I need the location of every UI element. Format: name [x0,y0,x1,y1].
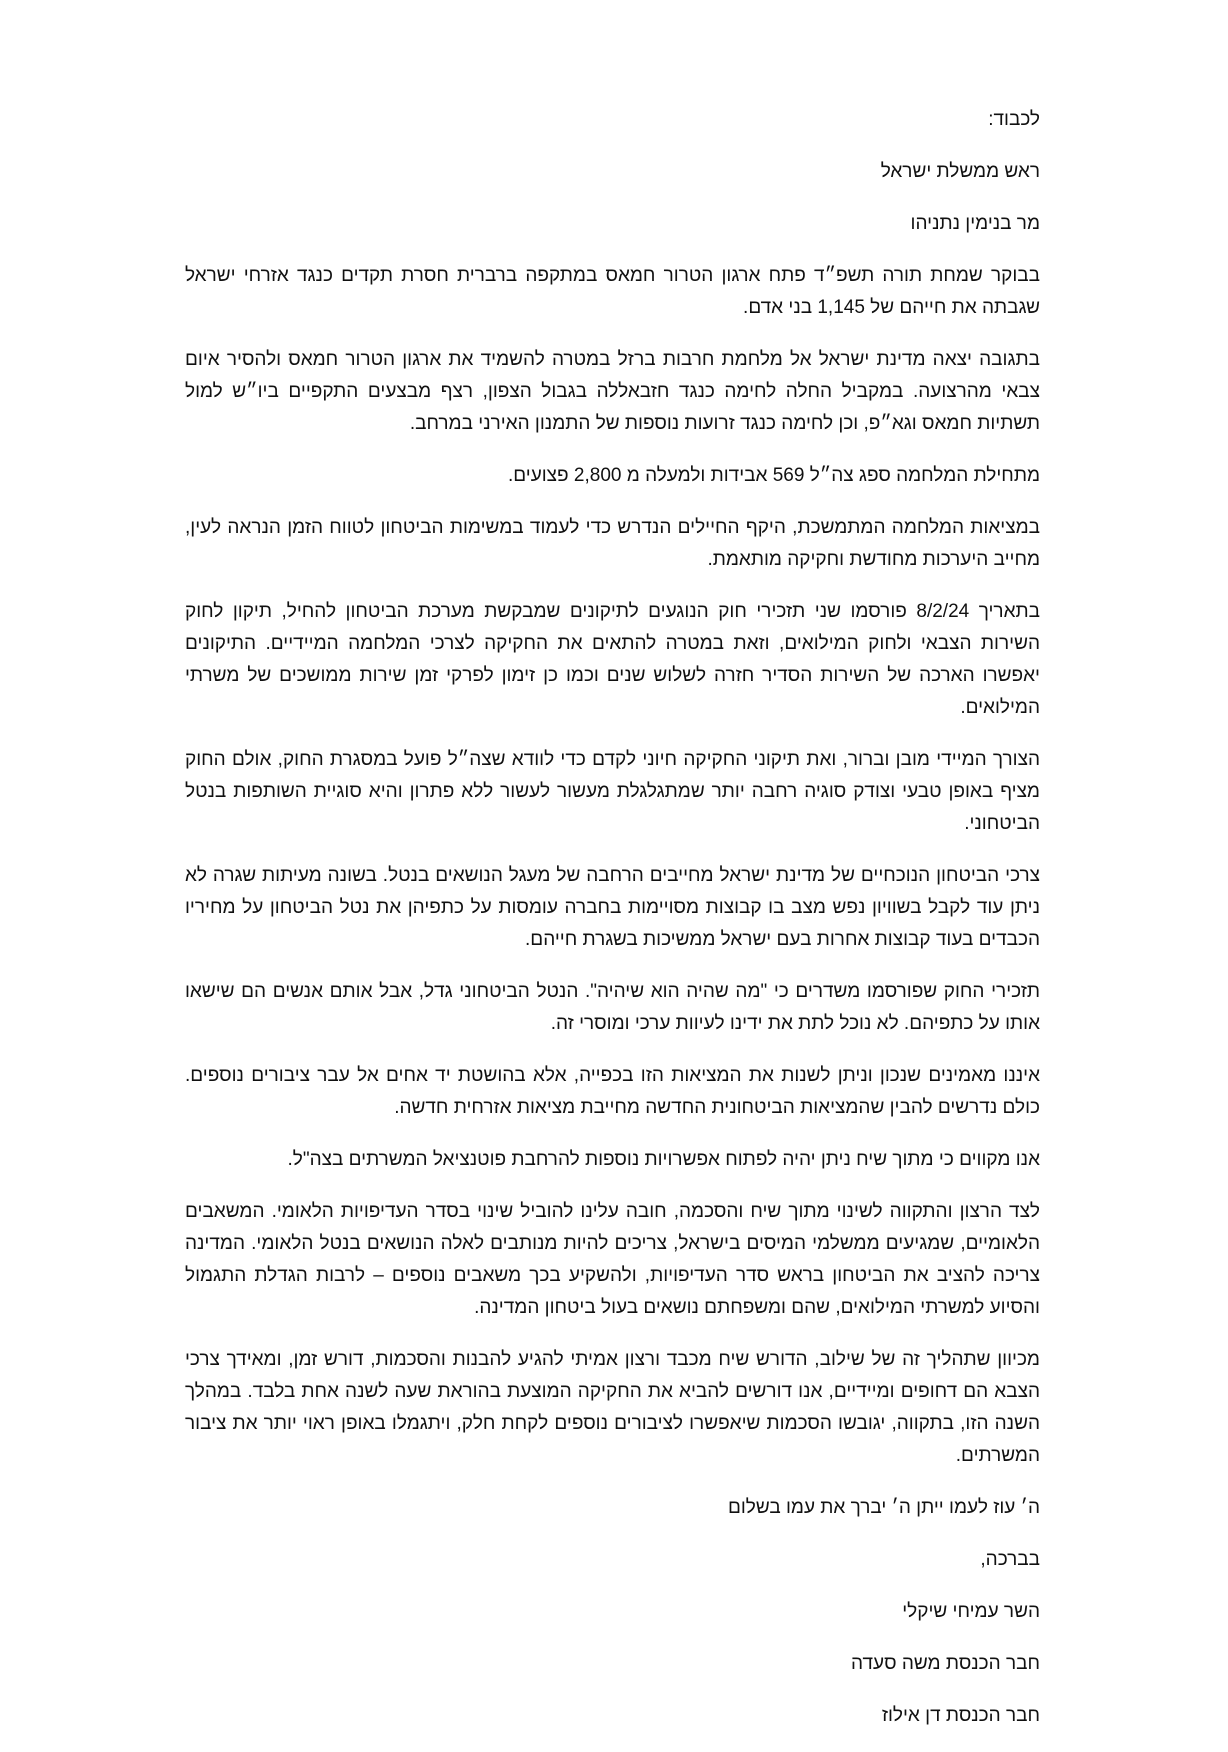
paragraph-law-memoranda: בתאריך 8/2/24 פורסמו שני תזכירי חוק הנוגעים לתיקונים שמבקשת מערכת הביטחון להחיל, תיקון לחוק השירות הצבאי ולחוק המילואים, וזאת במטרה להתאים את החקיקה לצרכי המלחמה המיידיים. התיקונים יאפשרו הארכה של השירות הסדיר חזרה לשלוש שנים וכמו כן זימון לפרקי זמן שירות ממושכים של משרתי המילואים. [185,601,1040,718]
salutation: לכבוד: [988,109,1040,130]
blessing: ה׳ עוז לעמו ייתן ה׳ יברך את עמו בשלום [727,1497,1040,1518]
paragraph-security-needs: צרכי הביטחון הנוכחיים של מדינת ישראל מחייבים הרחבה של מעגל הנושאים בנטל. בשונה מעיתות שגרה לא ניתן עוד לקבל בשוויון נפש מצב בו קבוצות מסויימות בחברה עומסות על כתפיהן את נטל הביטחון על מחיריו הכבדים בעוד קבוצות אחרות בעם ישראל ממשיכות בשגרת חייהם. [185,865,1040,950]
paragraph-attack: בבוקר שמחת תורה תשפ״ד פתח ארגון הטרור חמאס במתקפה ברברית חסרת תקדים כנגד אזרחי ישראל שגבתה את חייהם של 1,145 בני אדם. [185,265,1040,318]
paragraph-temporary-provision: מכיוון שתהליך זה של שילוב, הדורש שיח מכבד ורצון אמיתי להגיע להבנות והסכמות, דורש זמן, ומאידך צרכי הצבא הם דחופים ומיידיים, אנו דורשים להביא את החקיקה המוצעת בהוראת שעה לשנה אחת בלבד. במהלך השנה הזו, בתקווה, יגובשו הסכמות שיאפשרו לציבורים נוספים לקחת חלק, ויתגמלו באופן ראוי יותר את ציבור המשרתים. [185,1349,1040,1466]
paragraph-war-response: בתגובה יצאה מדינת ישראל אל מלחמת חרבות ברזל במטרה להשמיד את ארגון הטרור חמאס ולהסיר איום צבאי מהרצועה. במקביל החלה לחימה כנגד חזבאללה בגבול הצפון, רצף מבצעים התקפיים ביו״ש למול תשתיות חמאס וגא״פ, וכן לחימה כנגד זרועות נוספות של התמנון האירני במרחב. [185,349,1040,434]
letter-body [185,104,1040,1752]
recipient-title: ראש ממשלת ישראל [880,161,1040,182]
recipient-name: מר בנימין נתניהו [910,213,1040,234]
signatory-saada: חבר הכנסת משה סעדה [851,1653,1040,1674]
paragraph-national-priorities: לצד הרצון והתקווה לשינוי מתוך שיח והסכמה, חובה עלינו להוביל שינוי בסדר העדיפויות הלאומי. המשאבים הלאומיים, שמגיעים ממשלמי המיסים בישראל, צריכים להיות מנותבים לאלה הנושאים בנטל הלאומי. המדינה צריכה להציב את הביטחון בראש סדר העדיפויות, ולהשקיע בכך משאבים נוספים – לרבות הגדלת התגמול והסיוע למשרתי המילואים, שהם ומשפחתם נושאים בעול ביטחון המדינה. [185,1201,1040,1318]
paragraph-casualties: מתחילת המלחמה ספג צה״ל 569 אבידות ולמעלה מ 2,800 פצועים. [507,465,1040,486]
paragraph-immediate-need: הצורך המיידי מובן וברור, ואת תיקוני החקיקה חיוני לקדם כדי לוודא שצה״ל פועל במסגרת החוק, אולם החוק מציף באופן טבעי וצודק סוגיה רחבה יותר שמתגלגלת מעשור לעשור ללא פתרון והיא סוגיית השותפות בנטל הביטחוני. [185,749,1040,834]
paragraph-ongoing-war: במציאות המלחמה המתמשכת, היקף החיילים הנדרש כדי לעמוד במשימות הביטחון לטווח הזמן הנראה לעין, מחייב היערכות מחודשת וחקיקה מותאמת. [185,517,1040,570]
closing: בברכה, [980,1549,1040,1570]
signatory-ilouz: חבר הכנסת דן אילוז [881,1705,1040,1726]
paragraph-memoranda-message: תזכירי החוק שפורסמו משדרים כי "מה שהיה הוא שיהיה". הנטל הביטחוני גדל, אבל אותם אנשים הם שישאו אותו על כתפיהם. לא נוכל לתת את ידינו לעיוות ערכי ומוסרי זה. [185,981,1040,1034]
signatory-shikli: השר עמיחי שיקלי [902,1601,1040,1622]
paragraph-no-coercion: איננו מאמינים שנכון וניתן לשנות את המציאות הזו בכפייה, אלא בהושטת יד אחים אל עבר ציבורים נוספים. כולם נדרשים להבין שהמציאות הביטחונית החדשה מחייבת מציאות אזרחית חדשה. [185,1065,1040,1118]
paragraph-hope-dialogue: אנו מקווים כי מתוך שיח ניתן יהיה לפתוח אפשרויות נוספות להרחבת פוטנציאל המשרתים בצה"ל. [287,1149,1040,1170]
